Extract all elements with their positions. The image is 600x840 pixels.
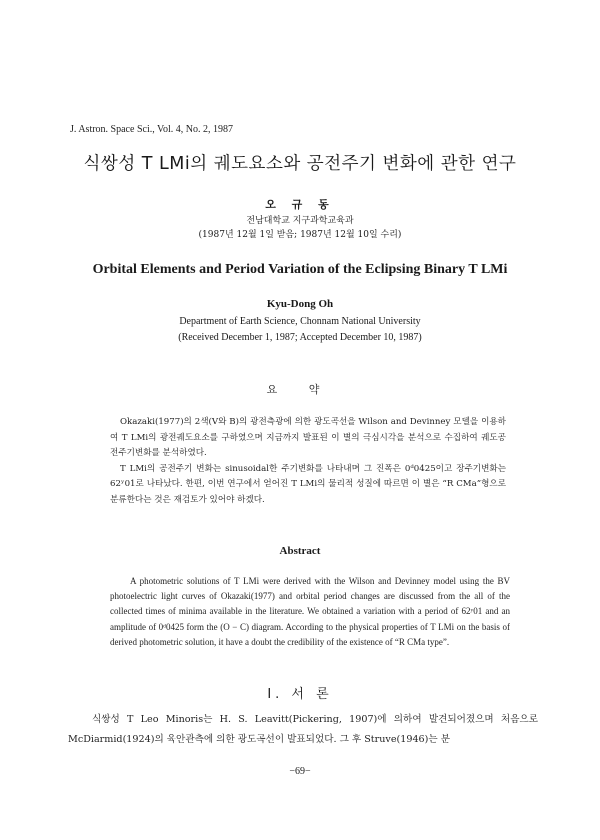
introduction-body <box>68 710 538 750</box>
english-affiliation: Department of Earth Science, Chonnam National University <box>179 316 421 327</box>
korean-abstract-heading: 요 약 <box>266 383 334 396</box>
english-abstract <box>110 574 510 650</box>
korean-abstract <box>110 415 506 509</box>
korean-abstract-paragraph: T LMi의 공전주기 변화는 sinusoidal한 주기변화를 나타내며 그 진폭은 0ᵈ0425이고 장주기변화는 62ʸ01로 나타났다. 한편, 이번 연구에서 얻어진 T LMi의 물리적 성질에 따르면 이 별은 “R CMa”형으로 분류한다는 것은 재검토가 있어야 하겠다. <box>110 463 506 505</box>
korean-dates: (1987년 12월 1일 받음; 1987년 12월 10일 수리) <box>198 230 402 240</box>
english-title: Orbital Elements and Period Variation of the Eclipsing Binary T LMi <box>92 262 508 277</box>
english-abstract-paragraph: A photometric solutions of T LMi were derived with the Wilson and Devinney model using the BV photoelectric light curves of Okazaki(1977) and orbital period changes are discussed from the all of the collected times of minima available in the literature. We obtained a variation with a period of 62ʸ01 and an amplitude of 0ᵈ0425 form the (O − C) diagram. According to the physical properties of T LMi on the basis of derived photometric solution, it have a doubt the credibility of the existence of “R CMa type”. <box>110 576 510 647</box>
english-author: Kyu-Dong Oh <box>266 298 334 310</box>
korean-title: 식쌍성 T LMi의 궤도요소와 공전주기 변화에 관한 연구 <box>83 154 517 174</box>
introduction-paragraph: 식쌍성 T Leo Minoris는 H. S. Leavitt(Pickering, 1907)에 의하여 발견되어졌으며 처음으로 McDiarmid(1924)의 육안관측에 의한 광도곡선이 발표되었다. 그 후 Struve(1946)는 분 <box>68 714 538 745</box>
english-abstract-heading: Abstract <box>279 545 321 557</box>
korean-author: 오 규 동 <box>265 198 335 211</box>
korean-affiliation: 전남대학교 지구과학교육과 <box>246 216 354 226</box>
journal-citation: J. Astron. Space Sci., Vol. 4, No. 2, 1987 <box>70 124 233 135</box>
page-number: −69− <box>289 766 311 777</box>
english-dates: (Received December 1, 1987; Accepted December 10, 1987) <box>178 332 422 343</box>
korean-abstract-paragraph: Okazaki(1977)의 2색(V와 B)의 광전측광에 의한 광도곡선을 Wilson and Devinney 모델을 이용하여 T LMi의 광전궤도요소를 구하였으며 지금까지 발표된 이 별의 극심시각을 분석으로 수집하여 궤도공전주기변화를 분석하였다. <box>110 417 506 459</box>
section-heading-introduction: I. 서 론 <box>267 687 333 702</box>
